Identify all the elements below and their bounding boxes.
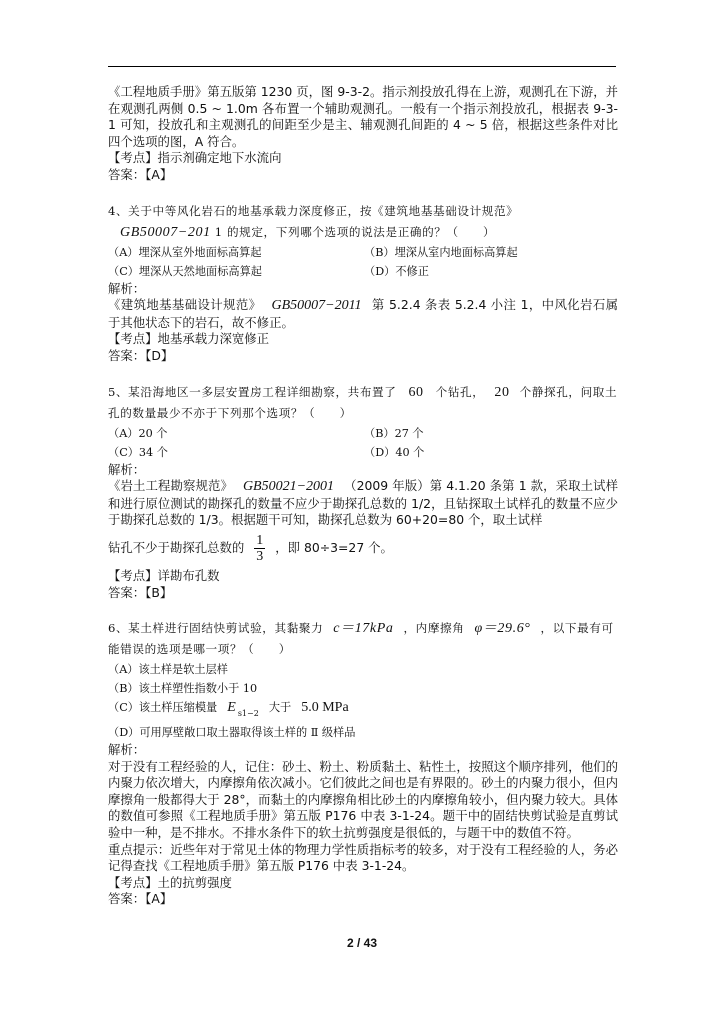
q5-answer: 答案：【B】 [108, 584, 173, 600]
q4-option-c: （C）埋深从天然地面标高算起 [108, 264, 262, 278]
q4-stem: 4、关于中等风化岩石的地基承载力深度修正，按《建筑地基基础设计规范》 GB50007−201 1 的规定，下列哪个选项的说法是正确的？（ ） [108, 203, 519, 240]
q6-analysis: 对于没有工程经验的人，记住：砂土、粉土、粉质黏土、粘性土，按照这个顺序排列，他们的内聚力依次增大，内摩擦角依次减小。它们彼此之间也是有界限的。砂土的内聚力很小，但内摩擦角一般都得大于 28°，而黏土的内摩擦角相比砂土的内摩擦角较小，但内聚力较大。具体的数值可参照《工程地质手册》第五版 P176 中表 3-1-24。题干中的固结快剪试验是直剪试验中一种，是不排水。不排水条件下的软土抗剪强度是很低的，与题干中的数值不符。 [108, 758, 618, 841]
q5-stem: 5、某沿海地区一多层安置房工程详细勘察，共布置了 60 个钻孔， 20 个静探孔，问取土孔的数量最少不亦于下列那个选项？（ ） [108, 384, 618, 420]
q5-analysis-label: 解析： [108, 461, 146, 477]
q5-options-row2 [108, 443, 618, 462]
q6-option-a: （A）该土样是软土层样 [108, 663, 228, 677]
q6-option-d: （D）可用厚壁敞口取土器取得该土样的 Ⅱ 级样品 [108, 726, 356, 740]
q5-analysis: 《岩土工程勘察规范》 GB50021−2001 （2009 年版）第 4.1.20 条第 1 款，采取土试样和进行原位测试的勘探孔的数量不应少于勘探孔总数的 1/2，且钻探取土试样孔的数量不应少于勘探孔总数的 1/3。根据题干可知，勘探孔总数为 60+20=80 个，取土试样 [108, 478, 618, 528]
q5-option-a: （A）20 个 [108, 426, 168, 440]
q5-keypoint: 【考点】详勘布孔数 [108, 567, 220, 583]
q5-option-b: （B）27 个 [364, 426, 424, 440]
page-number: 2 / 43 [346, 936, 378, 950]
q5-option-d: （D）40 个 [364, 445, 425, 459]
q4-option-b: （B）埋深从室内地面标高算起 [364, 245, 518, 259]
q6-stem: 6、某土样进行固结快剪试验，其黏聚力 c＝17kPa ，内摩擦角 φ＝29.6° ，以下最有可能错误的选项是哪一项？（ ） [108, 621, 614, 657]
q6-option-c: （C）该土样压缩模量 E s1−2 大于 5.0 MPa [108, 700, 349, 719]
q4-analysis-label: 解析： [108, 280, 146, 296]
q4-options-row2 [108, 262, 618, 281]
q3-answer: 答案：【A】 [108, 166, 173, 182]
q4-options-row1 [108, 243, 618, 262]
q4-keypoint: 【考点】地基承载力深宽修正 [108, 331, 270, 347]
q4-option-a: （A）埋深从室外地面标高算起 [108, 245, 262, 259]
one-third-fraction: $\frac{1}{3}$ [256, 532, 264, 564]
q4-code: GB50007−201 [120, 224, 211, 240]
q6-answer: 答案：【A】 [108, 891, 173, 907]
header-rule [108, 66, 616, 67]
q5-analysis-fraction-line: 钻孔不少于勘探孔总数的 $\frac{1}{3}$ ，即 80÷3=27 个。 [108, 532, 393, 564]
q5-options-row1 [108, 424, 618, 443]
q3-keypoint: 【考点】指示剂确定地下水流向 [108, 150, 282, 166]
page-content [108, 84, 618, 908]
q4-option-d: （D）不修正 [364, 264, 429, 278]
q5-option-c: （C）34 个 [108, 445, 168, 459]
q6-keypoint: 【考点】土的抗剪强度 [108, 874, 232, 890]
q6-analysis-label: 解析： [108, 742, 146, 758]
q3-analysis: 《工程地质手册》第五版第 1230 页，图 9-3-2。指示剂投放孔得在上游，观测孔在下游，并在观测孔两侧 0.5 ~ 1.0m 各布置一个辅助观测孔。一般有一个指示剂投放孔，根据表 9-3-1 可知，投放孔和主观测孔的间距至少是主、辅观测孔间距的 4 ~ 5 倍，根据这些条件对比四个选项的图，A 符合。 [108, 84, 618, 149]
q6-option-b: （B）该土样塑性指数小于 10 [108, 682, 258, 696]
q4-analysis: 《建筑地基基础设计规范》 GB50007−2011 第 5.2.4 条表 5.2.4 小注 1，中风化岩石属于其他状态下的岩石，故不修正。 [108, 297, 618, 330]
q4-answer: 答案：【D】 [108, 347, 174, 363]
q6-tip: 重点提示：近些年对于常见土体的物理力学性质指标考的较多，对于没有工程经验的人，务必记得查找《工程地质手册》第五版 P176 中表 3-1-24。 [108, 841, 618, 874]
